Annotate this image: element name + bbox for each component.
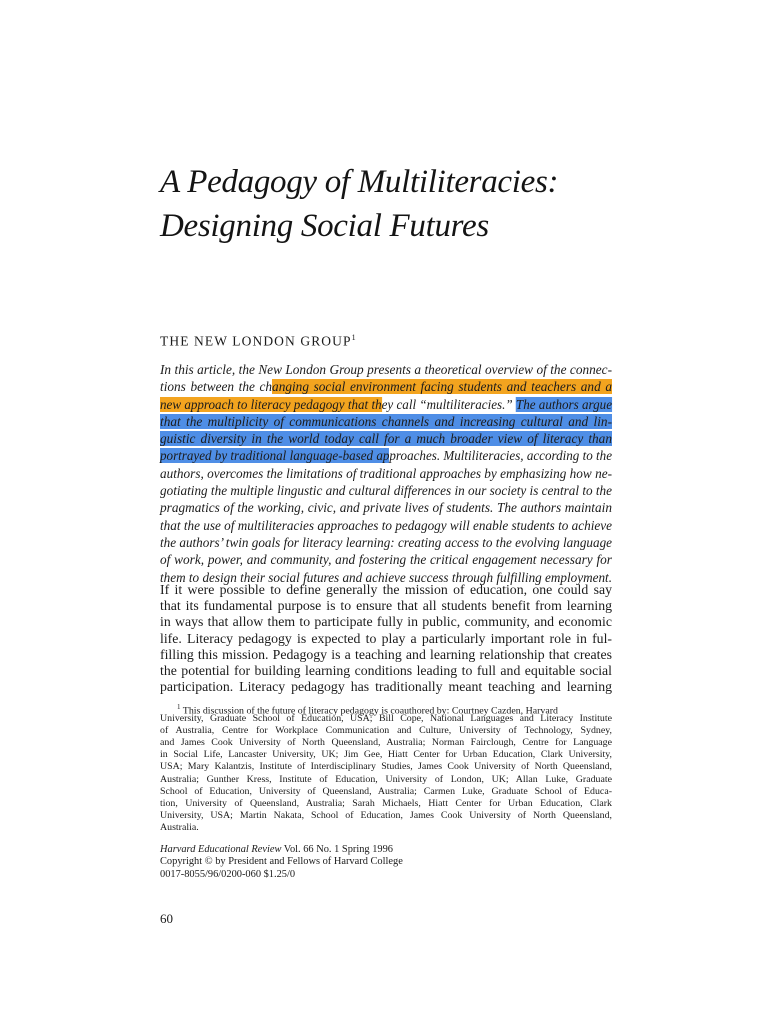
journal-code: 0017-8055/96/0200-060 $1.25/0 (160, 868, 296, 880)
body-line: life. Literacy pedagogy is expected to play a particularly important role in ful- (160, 630, 612, 646)
highlight-blue: portrayed by traditional language-based ap (160, 448, 390, 464)
footnote-line: University, USA; Martin Nakata, School of Education, James Cook University of North Queensland, (160, 809, 612, 821)
title-line-2: Designing Social Futures (160, 208, 489, 244)
body-line: participation. Literacy pedagogy has traditionally meant teaching and learning (160, 679, 612, 695)
abstract-line: the authors’ twin goals for literacy learning: creating access to the evolving language (160, 534, 612, 550)
journal-issue: Vol. 66 No. 1 Spring 1996 (281, 844, 394, 855)
footnote-line: in Social Life, Lancaster University, UK; Jim Gee, Hiatt Center for Urban Education, Clark University, (160, 749, 612, 761)
abstract-line: that the use of multiliteracies approaches to pedagogy will enable students to achieve (160, 517, 612, 533)
abstract-line: them to design their social futures and achieve success through fulfilling employment. (160, 569, 612, 585)
highlight-orange: new approach to literacy pedagogy that th (160, 396, 382, 412)
footnote-line: Australia; Gunther Kress, Institute of Education, University of London, UK; Allan Luke, Graduate (160, 773, 612, 785)
footnote-number: 1 (177, 703, 181, 711)
highlight-blue: The authors argue (515, 396, 612, 412)
highlight-blue: guistic diversity in the (160, 431, 284, 447)
abstract-line: of work, power, and community, and fostering the critical engagement necessary for (160, 552, 612, 568)
abstract-line: tions between the changing social environment facing students and teachers and a (160, 379, 612, 395)
article-title (160, 160, 720, 248)
body-line: filling this mission. Pedagogy is a teaching and learning relationship that creates (160, 646, 612, 662)
footnote-line: University, Graduate School of Education, USA; Bill Cope, National Languages and Literacy Institute (160, 713, 612, 725)
footnote (160, 701, 612, 834)
footnote-line: Australia. (160, 821, 199, 833)
highlight-blue: that the multiplicity of communications channels and increasing cultural and lin- (160, 413, 612, 429)
footnote-line: and James Cook University of North Queensland, Australia; Norman Fairclough, Centre for Language (160, 737, 612, 749)
copyright-line: Copyright © by President and Fellows of Harvard College (160, 856, 403, 868)
abstract-line: In this article, the New London Group presents a theoretical overview of the connec- (160, 362, 612, 377)
body-line: in ways that allow them to participate fully in public, community, and economic (160, 614, 612, 630)
highlight-orange: anging social environment facing students and teachers and a (272, 379, 612, 395)
author-byline (160, 333, 356, 350)
title-line-1: A Pedagogy of Multiliteracies: (160, 164, 559, 200)
footnote-line: tion, University of Queensland, Australia; Sarah Michaels, Hiatt Center for Urban Education, Clark (160, 797, 612, 809)
journal-citation (160, 844, 403, 856)
abstract-line: authors, overcomes the limitations of traditional approaches by emphasizing how ne- (160, 465, 612, 481)
abstract-line (160, 413, 612, 430)
body-line: the potential for building learning conditions leading to full and equitable social (160, 662, 612, 678)
body-paragraph (160, 582, 612, 695)
body-line: that its fundamental purpose is to ensure that all students benefit from learning (160, 598, 612, 614)
abstract-line: new approach to literacy pedagogy that they call “multiliteracies.” The authors argue (160, 396, 612, 412)
footnote-line: USA; Mary Kalantzis, Institute of Interdisciplinary Studies, James Cook University of North Queensland, (160, 761, 612, 773)
body-line: If it were possible to define generally the mission of education, one could say (160, 582, 612, 597)
footnote-line: of Australia, Centre for Workplace Communication and Culture, University of Technology, Sydney, (160, 725, 612, 737)
journal-name: Harvard Educational Review (160, 844, 282, 855)
footnote-line: School of Education, University of Queensland, Australia; Carmen Luke, Graduate School of Educa- (160, 785, 612, 797)
page-number: 60 (160, 911, 173, 926)
abstract-line: portrayed by traditional language-based approaches. Multiliteracies, according to the (160, 448, 612, 464)
journal-info (160, 844, 403, 881)
abstract (160, 361, 612, 586)
footnote-mark: 1 (351, 333, 356, 342)
abstract-line (160, 430, 612, 447)
highlight-blue: world today call for a much broader view of literacy than (283, 431, 612, 447)
footnote-line: $^1$ This discussion of the future of literacy pedagogy is coauthored by: Courtney Cazden, Harvard (177, 703, 558, 717)
abstract-line: gotiating the multiple lingustic and cultural differences in our society is central to the (160, 483, 612, 499)
author-name: THE NEW LONDON GROUP (160, 333, 352, 349)
abstract-line: pragmatics of the working, civic, and private lives of students. The authors maintain (160, 500, 612, 516)
